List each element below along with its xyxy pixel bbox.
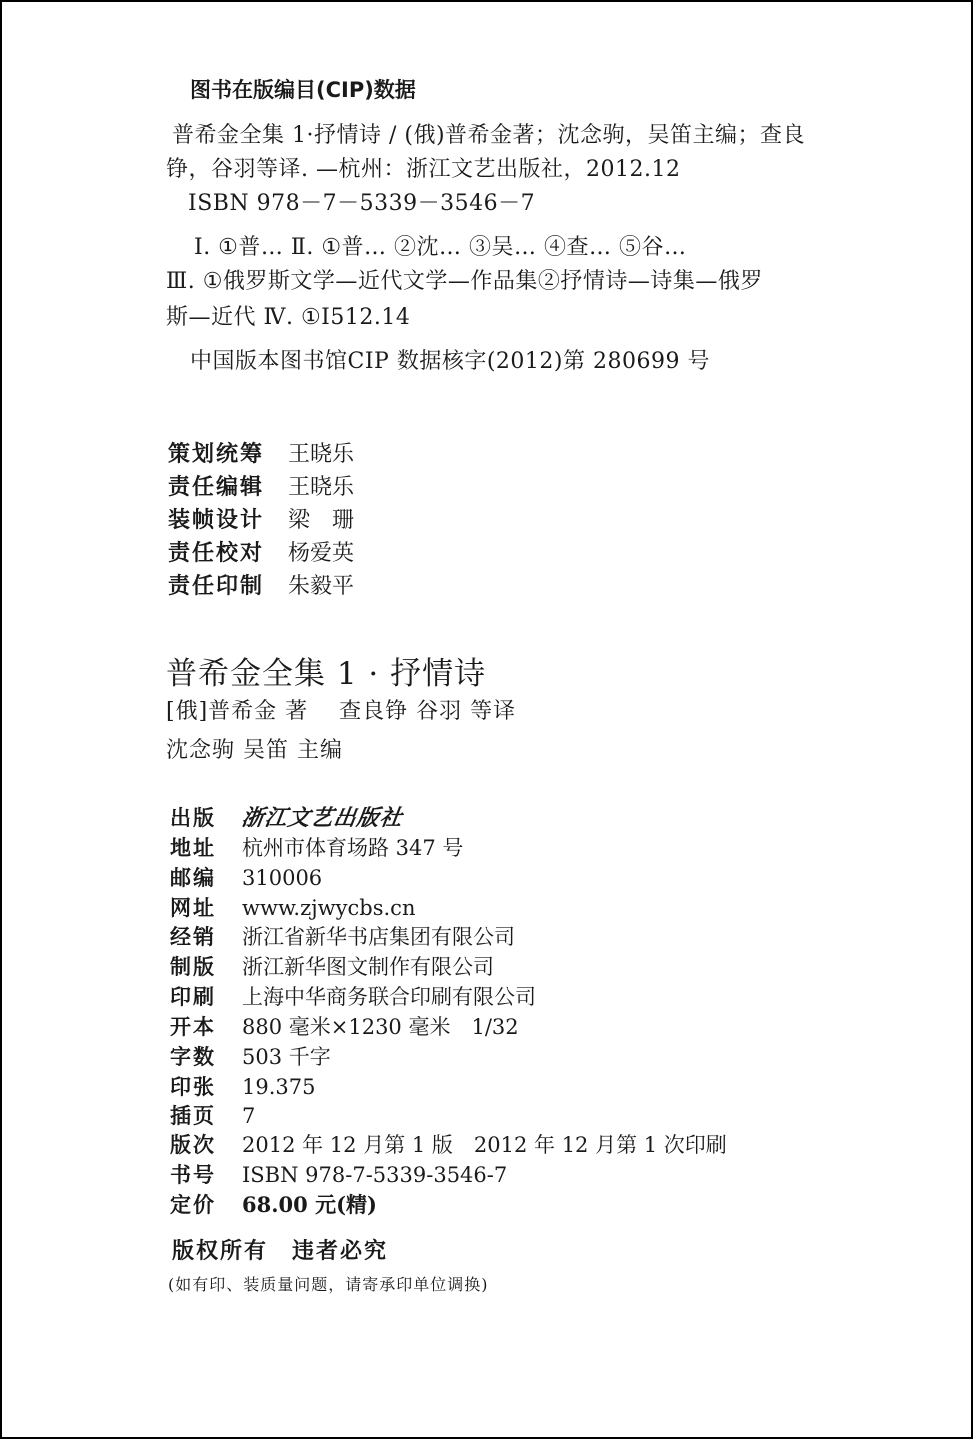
editor-line: 沈念驹 吴笛 主编 — [166, 738, 343, 763]
cip-classification-3: 斯—近代 Ⅳ. ①I512.14 — [166, 305, 411, 330]
author-translator-line: [俄]普希金 著 查良铮 谷羽 等译 — [166, 699, 517, 724]
pub-label: 邮编 — [170, 866, 216, 890]
pub-value: 上海中华商务联合印刷有限公司 — [242, 985, 536, 1009]
pub-row — [170, 832, 463, 862]
pub-label: 插页 — [170, 1104, 216, 1128]
pub-row — [170, 862, 322, 892]
pub-label: 制版 — [170, 955, 216, 979]
pub-value: 310006 — [242, 866, 323, 890]
pub-label: 印刷 — [170, 985, 216, 1009]
staff-row — [168, 470, 354, 501]
pub-value: 2012 年 12 月第 1 版 2012 年 12 月第 1 次印刷 — [242, 1133, 727, 1157]
cip-record-number: 中国版本图书馆CIP 数据核字(2012)第 280699 号 — [190, 349, 710, 374]
staff-value: 王晓乐 — [288, 475, 355, 500]
pub-label: 网址 — [170, 896, 216, 920]
staff-value: 杨爱英 — [288, 541, 355, 566]
pub-row — [170, 1100, 255, 1130]
pub-row — [170, 801, 403, 832]
cip-classification-2: Ⅲ. ①俄罗斯文学—近代文学—作品集②抒情诗—诗集—俄罗 — [166, 269, 763, 294]
pub-row — [170, 1189, 377, 1219]
staff-value: 朱毅平 — [288, 574, 355, 599]
cip-line-1: 普希金全集 1·抒情诗 / (俄)普希金著；沈念驹，吴笛主编；查良 — [172, 123, 806, 148]
cip-line-2: 铮，谷羽等译. —杭州：浙江文艺出版社，2012.12 — [166, 157, 681, 182]
pub-value: 19.375 — [242, 1075, 316, 1099]
pub-row — [170, 1041, 331, 1071]
pub-value: 浙江新华图文制作有限公司 — [242, 955, 494, 979]
pub-row — [170, 1011, 519, 1041]
staff-label: 责任印制 — [168, 574, 265, 599]
pub-label: 定价 — [170, 1193, 216, 1217]
pub-label: 版次 — [170, 1133, 216, 1157]
staff-row — [168, 536, 354, 567]
pub-value: 浙江省新华书店集团有限公司 — [242, 925, 515, 949]
pub-label: 字数 — [170, 1045, 216, 1069]
pub-label: 书号 — [170, 1163, 216, 1187]
staff-value: 王晓乐 — [288, 442, 355, 467]
staff-label: 装帧设计 — [168, 508, 265, 533]
pub-row — [170, 1129, 727, 1159]
pub-row — [170, 981, 536, 1011]
pub-label: 经销 — [170, 925, 216, 949]
pub-row — [170, 951, 494, 981]
staff-label: 责任校对 — [168, 541, 265, 566]
pub-row — [170, 892, 415, 922]
copyright-notice: 版权所有 违者必究 — [172, 1239, 389, 1264]
pub-row — [170, 1159, 507, 1189]
pub-label: 出版 — [170, 806, 216, 830]
staff-row — [168, 569, 354, 600]
cip-classification-1: Ⅰ. ①普… Ⅱ. ①普… ②沈… ③吴… ④查… ⑤谷… — [194, 235, 687, 260]
staff-label: 责任编辑 — [168, 475, 265, 500]
pub-value: ISBN 978-7-5339-3546-7 — [242, 1163, 508, 1187]
cip-heading: 图书在版编目(CIP)数据 — [190, 78, 416, 102]
pub-value: 杭州市体育场路 347 号 — [242, 836, 464, 860]
pub-value: 503 千字 — [242, 1045, 331, 1069]
price-value: 68.00 元(精) — [242, 1192, 377, 1217]
pub-row — [170, 921, 515, 951]
staff-value: 梁 珊 — [288, 508, 355, 533]
pub-label: 地址 — [170, 836, 216, 860]
staff-label: 策划统筹 — [168, 442, 265, 467]
pub-value: 7 — [242, 1104, 256, 1128]
pub-row — [170, 1071, 315, 1101]
book-title: 普希金全集 1 · 抒情诗 — [166, 656, 487, 692]
cip-isbn: ISBN 978－7－5339－3546－7 — [188, 191, 536, 216]
staff-row — [168, 437, 354, 468]
pub-value: 880 毫米×1230 毫米 1/32 — [242, 1015, 519, 1039]
publisher-logo: 浙江文艺出版社 — [239, 805, 405, 831]
quality-note: (如有印、装质量问题，请寄承印单位调换) — [168, 1275, 489, 1294]
staff-row — [168, 503, 354, 534]
pub-label: 开本 — [170, 1015, 216, 1039]
pub-label: 印张 — [170, 1075, 216, 1099]
pub-value: www.zjwycbs.cn — [242, 896, 416, 920]
